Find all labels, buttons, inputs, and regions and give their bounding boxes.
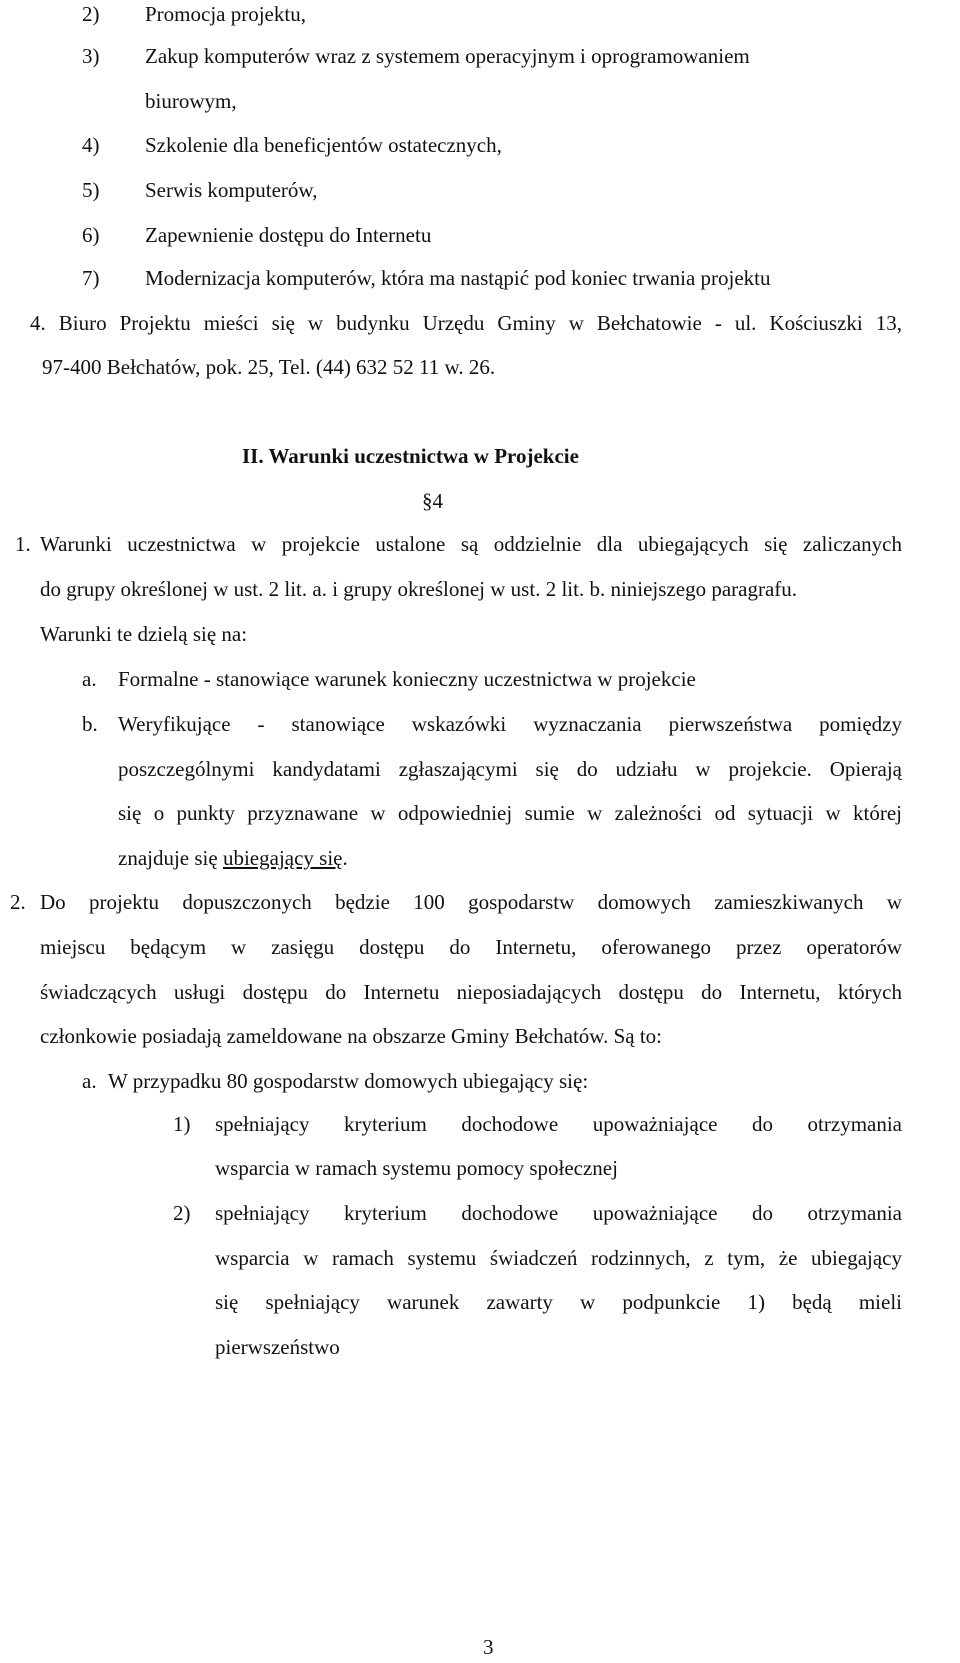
sub-item	[118, 848, 348, 869]
point-4-line: 4. Biuro Projektu mieści się w budynku Urzędu Gminy w Bełchatowie - ul. Kościuszki 13,	[30, 311, 902, 335]
sub-sub-item: spełniający kryterium dochodowe upoważniające do otrzymania	[215, 1201, 902, 1225]
point-number: 2.	[10, 890, 26, 914]
sub-item: Weryfikujące - stanowiące wskazówki wyznaczania pierwszeństwa pomiędzy	[118, 712, 902, 736]
list-item: Serwis komputerów,	[145, 178, 318, 202]
list-num: 4)	[82, 133, 100, 157]
sub-item: Formalne - stanowiące warunek konieczny uczestnictwa w projekcie	[118, 667, 696, 691]
paragraph-mark: §4	[422, 489, 443, 513]
sub-label: b.	[82, 712, 98, 736]
list-item: Modernizacja komputerów, która ma nastąpić pod koniec trwania projektu	[145, 266, 771, 290]
sub-num: 2)	[173, 1201, 191, 1225]
sub-sub-item: wsparcia w ramach systemu świadczeń rodzinnych, z tym, że ubiegający	[215, 1246, 902, 1270]
section-title: II. Warunki uczestnictwa w Projekcie	[242, 444, 579, 468]
sub-item: W przypadku 80 gospodarstw domowych ubiegający się:	[108, 1069, 589, 1093]
list-num: 2)	[82, 2, 100, 26]
point-4-line: 97-400 Bełchatów, pok. 25, Tel. (44) 632 52 11 w. 26.	[42, 355, 496, 379]
paragraph-line: Warunki uczestnictwa w projekcie ustalone są oddzielnie dla ubiegających się zaliczanych	[40, 532, 902, 556]
list-num: 6)	[82, 223, 100, 247]
sub-label: a.	[82, 1069, 97, 1093]
list-item: Promocja projektu,	[145, 2, 306, 26]
paragraph-line: świadczących usługi dostępu do Internetu nieposiadających dostępu do Internetu, których	[40, 980, 902, 1004]
sub-sub-item: spełniający kryterium dochodowe upoważniające do otrzymania	[215, 1112, 902, 1136]
list-item: Zapewnienie dostępu do Internetu	[145, 223, 432, 247]
list-num: 3)	[82, 44, 100, 68]
sub-item: poszczególnymi kandydatami zgłaszającymi się do udziału w projekcie. Opierają	[118, 757, 902, 781]
list-item: Zakup komputerów wraz z systemem operacyjnym i oprogramowaniem	[145, 44, 750, 68]
paragraph-line: członkowie posiadają zameldowane na obszarze Gminy Bełchatów. Są to:	[40, 1024, 663, 1048]
sub-item: się o punkty przyznawane w odpowiedniej sumie w zależności od sytuacji w której	[118, 801, 902, 825]
sub-label: a.	[82, 667, 97, 691]
sub-item-text: znajduje się	[118, 846, 223, 870]
sub-sub-item: pierwszeństwo	[215, 1335, 340, 1359]
sub-num: 1)	[173, 1112, 191, 1136]
list-item: Szkolenie dla beneficjentów ostatecznych,	[145, 133, 502, 157]
paragraph-line: miejscu będącym w zasięgu dostępu do Internetu, oferowanego przez operatorów	[40, 935, 902, 959]
sub-item-text: .	[342, 846, 348, 870]
page-number: 3	[483, 1635, 494, 1659]
list-num: 7)	[82, 266, 100, 290]
point-number: 1.	[15, 532, 31, 556]
underlined-text: ubiegający się	[222, 846, 343, 870]
sub-sub-item: się spełniający warunek zawarty w podpunkcie 1) będą mieli	[215, 1290, 902, 1314]
list-num: 5)	[82, 178, 100, 202]
sub-sub-item: wsparcia w ramach systemu pomocy społecznej	[215, 1156, 618, 1180]
paragraph-line: Do projektu dopuszczonych będzie 100 gospodarstw domowych zamieszkiwanych w	[40, 890, 902, 914]
paragraph-line: do grupy określonej w ust. 2 lit. a. i grupy określonej w ust. 2 lit. b. niniejszego paragrafu.	[40, 577, 798, 601]
paragraph-line: Warunki te dzielą się na:	[40, 622, 248, 646]
list-item-continuation: biurowym,	[145, 89, 237, 113]
